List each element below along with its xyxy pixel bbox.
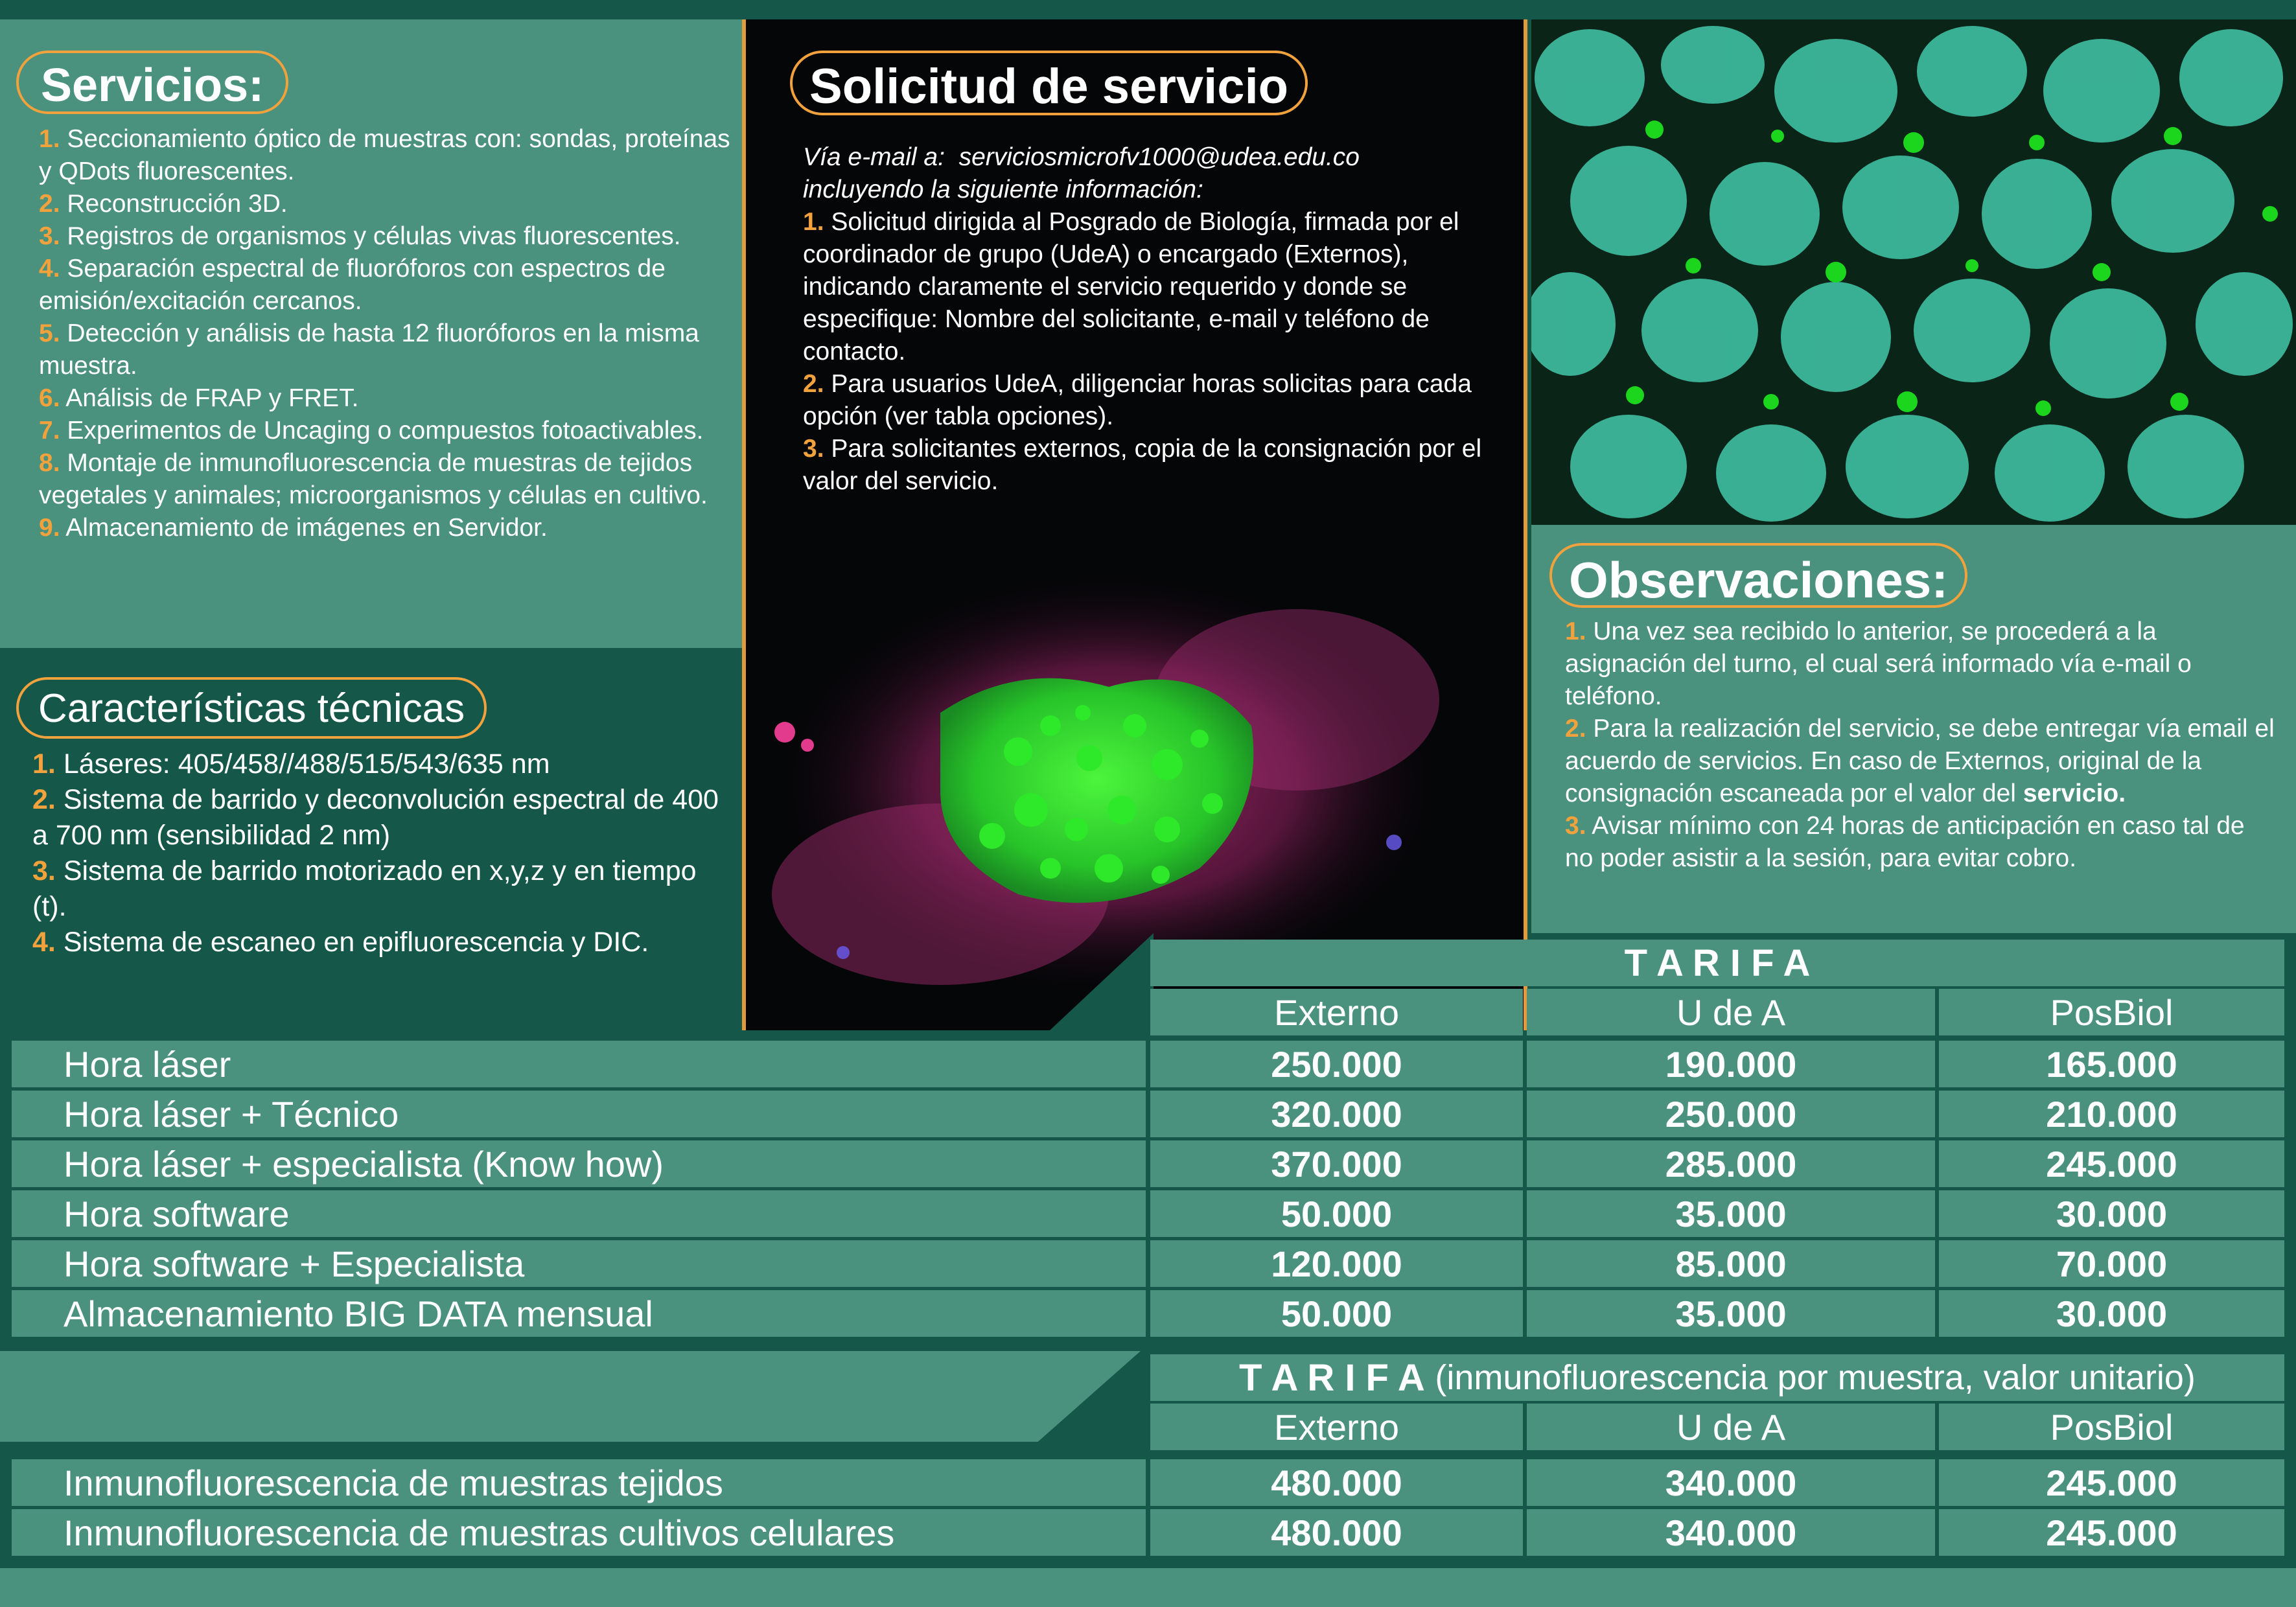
observations-list xyxy=(1565,616,2278,875)
nuclei-micrograph-image xyxy=(1531,19,2296,525)
request-panel xyxy=(742,19,1527,1030)
tech-list xyxy=(32,746,736,960)
col-header-posbiol: PosBiol xyxy=(1939,1404,2284,1450)
price-cell: 165.000 xyxy=(1939,1041,2284,1087)
price-cell: 190.000 xyxy=(1527,1041,1935,1087)
price-cell: 250.000 xyxy=(1527,1091,1935,1137)
list-item: 2. Reconstrucción 3D. xyxy=(39,190,288,218)
request-title: Solicitud de servicio xyxy=(790,51,1308,115)
bottom-band xyxy=(0,1568,2296,1607)
list-item: 3. Registros de organismos y células vivas fluorescentes. xyxy=(39,222,681,250)
request-text xyxy=(803,141,1522,498)
price-cell: 85.000 xyxy=(1527,1240,1935,1287)
email-address[interactable]: serviciosmicrofv1000@udea.edu.co xyxy=(958,143,1360,171)
col-header-udea: U de A xyxy=(1527,1404,1935,1450)
list-item: 1. Láseres: 405/458//488/515/543/635 nm xyxy=(32,748,550,780)
diagonal-band xyxy=(0,1351,1141,1442)
price-cell: 120.000 xyxy=(1150,1240,1523,1287)
list-item: 1. Una vez sea recibido lo anterior, se procederá a la asignación del turno, el cual será informado vía e-mail o teléfono. xyxy=(1565,618,2192,710)
row-label: Hora láser xyxy=(12,1041,1146,1087)
services-title: Servicios: xyxy=(16,51,288,114)
row-label: Inmunofluorescencia de muestras tejidos xyxy=(12,1459,1146,1506)
list-item: 3. Para solicitantes externos, copia de la consignación por el valor del servicio. xyxy=(803,435,1482,495)
tarifa-title: T A R I F A xyxy=(1150,940,2284,986)
tech-title: Características técnicas xyxy=(16,677,487,739)
price-cell: 340.000 xyxy=(1527,1509,1935,1556)
list-item: 9. Almacenamiento de imágenes en Servidor. xyxy=(39,514,548,542)
top-band xyxy=(0,0,2296,19)
price-cell: 340.000 xyxy=(1527,1459,1935,1506)
observations-panel xyxy=(1531,525,2296,933)
tarifa-immuno-title: T A R I F A (inmunofluorescencia por muestra, valor unitario) xyxy=(1150,1354,2284,1401)
price-cell: 245.000 xyxy=(1939,1509,2284,1556)
list-item: 3. Sistema de barrido motorizado en x,y,z y en tiempo (t). xyxy=(32,855,697,922)
list-item: 2. Sistema de barrido y deconvolución espectral de 400 a 700 nm (sensibilidad 2 nm) xyxy=(32,784,719,851)
list-item: 5. Detección y análisis de hasta 12 fluoróforos en la misma muestra. xyxy=(39,319,699,380)
price-cell: 210.000 xyxy=(1939,1091,2284,1137)
list-item: 1. Solicitud dirigida al Posgrado de Biología, firmada por el coordinador de grupo (UdeA) o encargado (Externos), indicando claramente el servicio requerido y donde se especifique: Nombre del solicitante, e-mail y teléfono de contacto. xyxy=(803,208,1459,365)
col-header-externo: Externo xyxy=(1150,1404,1523,1450)
price-cell: 30.000 xyxy=(1939,1290,2284,1337)
tech-panel xyxy=(0,648,742,1021)
price-cell: 30.000 xyxy=(1939,1190,2284,1237)
list-item: 1. Seccionamiento óptico de muestras con: sondas, proteínas y QDots fluorescentes. xyxy=(39,125,730,185)
price-cell: 370.000 xyxy=(1150,1140,1523,1187)
price-cell: 50.000 xyxy=(1150,1290,1523,1337)
price-cell: 480.000 xyxy=(1150,1509,1523,1556)
row-label: Hora láser + Técnico xyxy=(12,1091,1146,1137)
price-cell: 35.000 xyxy=(1527,1190,1935,1237)
row-label: Almacenamiento BIG DATA mensual xyxy=(12,1290,1146,1337)
observations-title: Observaciones: xyxy=(1549,543,1967,608)
email-line: Vía e-mail a: serviciosmicrofv1000@udea.edu.co xyxy=(803,143,1360,171)
price-cell: 480.000 xyxy=(1150,1459,1523,1506)
price-cell: 245.000 xyxy=(1939,1140,2284,1187)
row-label: Inmunofluorescencia de muestras cultivos celulares xyxy=(12,1509,1146,1556)
row-label: Hora láser + especialista (Know how) xyxy=(12,1140,1146,1187)
services-list xyxy=(39,123,732,544)
list-item: 6. Análisis de FRAP y FRET. xyxy=(39,384,359,412)
request-intro: incluyendo la siguiente información: xyxy=(803,176,1203,203)
list-item: 3. Avisar mínimo con 24 horas de anticipación en caso tal de no poder asistir a la sesión, para evitar cobro. xyxy=(1565,812,2245,872)
price-cell: 50.000 xyxy=(1150,1190,1523,1237)
list-item: 4. Separación espectral de fluoróforos con espectros de emisión/excitación cercanos. xyxy=(39,255,666,315)
price-cell: 245.000 xyxy=(1939,1459,2284,1506)
row-label: Hora software xyxy=(12,1190,1146,1237)
price-cell: 70.000 xyxy=(1939,1240,2284,1287)
price-cell: 285.000 xyxy=(1527,1140,1935,1187)
services-panel xyxy=(0,19,742,648)
price-cell: 250.000 xyxy=(1150,1041,1523,1087)
price-cell: 35.000 xyxy=(1527,1290,1935,1337)
list-item: 7. Experimentos de Uncaging o compuestos fotoactivables. xyxy=(39,417,704,445)
list-item: 2. Para usuarios UdeA, diligenciar horas solicitas para cada opción (ver tabla opciones). xyxy=(803,370,1472,430)
price-cell: 320.000 xyxy=(1150,1091,1523,1137)
col-header-externo: Externo xyxy=(1150,989,1523,1035)
col-header-udea: U de A xyxy=(1527,989,1935,1035)
list-item: 8. Montaje de inmunofluorescencia de muestras de tejidos vegetales y animales; microorganismos y células en cultivo. xyxy=(39,449,708,509)
list-item: 2. Para la realización del servicio, se debe entregar vía email el acuerdo de servicios. En caso de Externos, original de la consignación escaneada por el valor del servicio. xyxy=(1565,715,2275,807)
row-label: Hora software + Especialista xyxy=(12,1240,1146,1287)
col-header-posbiol: PosBiol xyxy=(1939,989,2284,1035)
list-item: 4. Sistema de escaneo en epifluorescencia y DIC. xyxy=(32,927,649,958)
